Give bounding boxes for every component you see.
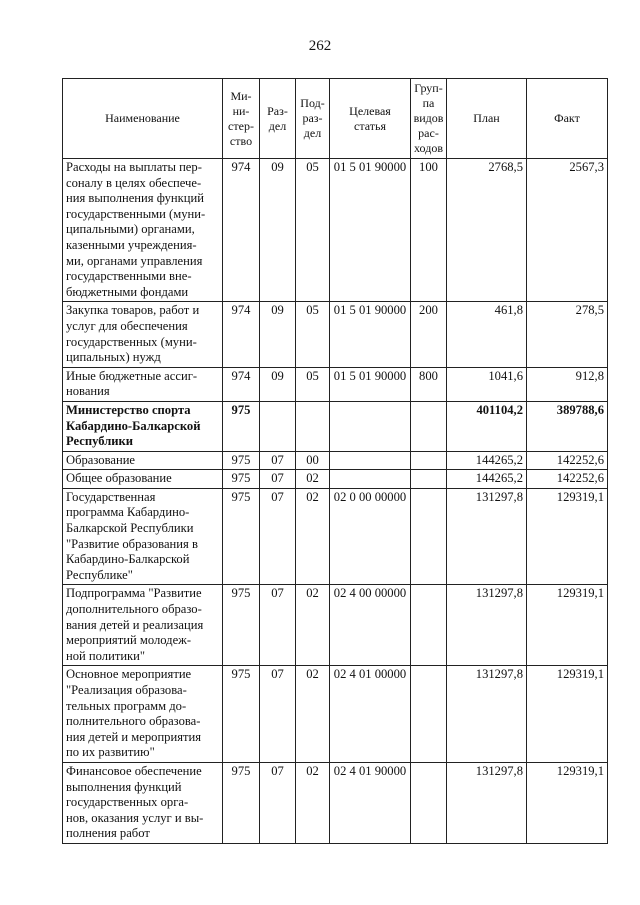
- table-cell-target: [330, 470, 411, 489]
- table-cell-group: [411, 470, 447, 489]
- table-cell-name: Подпрограмма "Развитие дополнительного образо- вания детей и реализация мероприятий молодеж- ной политики": [63, 585, 223, 666]
- table-cell-name: Финансовое обеспечение выполнения функций государственных орга- нов, оказания услуг и вы- полнения работ: [63, 762, 223, 843]
- table-cell-group: 100: [411, 159, 447, 302]
- table-row: [63, 666, 608, 763]
- table-cell-plan: 1041,6: [447, 367, 527, 401]
- header-section: Раз- дел: [260, 79, 296, 159]
- table-cell-group: [411, 762, 447, 843]
- table-cell-plan: 131297,8: [447, 488, 527, 585]
- table-cell-fact: 2567,3: [527, 159, 608, 302]
- table-cell-subsection: 00: [296, 451, 330, 470]
- table-cell-target: 02 4 01 90000: [330, 762, 411, 843]
- table-cell-name: Основное мероприятие "Реализация образова- тельных программ до- полнительного образова- ния детей и мероприятия по их развитию": [63, 666, 223, 763]
- table-cell-fact: 129319,1: [527, 762, 608, 843]
- table-cell-target: 01 5 01 90000: [330, 367, 411, 401]
- table-cell-subsection: [296, 401, 330, 451]
- table-cell-plan: 461,8: [447, 302, 527, 367]
- table-cell-fact: 129319,1: [527, 488, 608, 585]
- table-cell-subsection: 02: [296, 762, 330, 843]
- table-cell-group: [411, 401, 447, 451]
- table-cell-section: 09: [260, 367, 296, 401]
- page-number: 262: [308, 38, 332, 54]
- table-cell-section: 07: [260, 488, 296, 585]
- table-cell-name: Общее образование: [63, 470, 223, 489]
- table-cell-ministry: 975: [223, 488, 260, 585]
- header-plan: План: [447, 79, 527, 159]
- table-row: [63, 585, 608, 666]
- table-row: [63, 488, 608, 585]
- table-cell-section: 07: [260, 762, 296, 843]
- table-cell-subsection: 02: [296, 488, 330, 585]
- table-row: [63, 762, 608, 843]
- header-subsection: Под- раз- дел: [296, 79, 330, 159]
- table-cell-name: Образование: [63, 451, 223, 470]
- table-cell-section: 09: [260, 159, 296, 302]
- table-row: [63, 159, 608, 302]
- table-cell-subsection: 02: [296, 666, 330, 763]
- table-cell-subsection: 02: [296, 470, 330, 489]
- table-cell-plan: 144265,2: [447, 451, 527, 470]
- table-cell-ministry: 975: [223, 451, 260, 470]
- table-cell-section: 07: [260, 451, 296, 470]
- table-cell-section: [260, 401, 296, 451]
- table-header-row: [63, 79, 608, 159]
- table-cell-fact: 389788,6: [527, 401, 608, 451]
- table-cell-target: 02 0 00 00000: [330, 488, 411, 585]
- table-cell-fact: 129319,1: [527, 585, 608, 666]
- table-cell-group: [411, 666, 447, 763]
- table-cell-plan: 2768,5: [447, 159, 527, 302]
- table-cell-section: 07: [260, 585, 296, 666]
- table-cell-group: 800: [411, 367, 447, 401]
- table-cell-name: Министерство спорта Кабардино-Балкарской Республики: [63, 401, 223, 451]
- table-cell-group: 200: [411, 302, 447, 367]
- table-cell-plan: 131297,8: [447, 666, 527, 763]
- budget-table: [62, 78, 608, 844]
- table-cell-plan: 144265,2: [447, 470, 527, 489]
- table-cell-target: 01 5 01 90000: [330, 302, 411, 367]
- table-cell-name: Иные бюджетные ассиг- нования: [63, 367, 223, 401]
- table-cell-name: Государственная программа Кабардино- Балкарской Республики "Развитие образования в Кабардино-Балкарской Республике": [63, 488, 223, 585]
- table-cell-ministry: 975: [223, 585, 260, 666]
- table-cell-subsection: 05: [296, 367, 330, 401]
- table-cell-fact: 912,8: [527, 367, 608, 401]
- table-cell-target: 02 4 01 00000: [330, 666, 411, 763]
- table-cell-name: Расходы на выплаты пер- соналу в целях обеспече- ния выполнения функций государственными (муни- ципальными) органами, казенными учреждения- ми, органами управления государственными вне- бюджетными фондами: [63, 159, 223, 302]
- table-cell-target: 02 4 00 00000: [330, 585, 411, 666]
- table-cell-ministry: 974: [223, 302, 260, 367]
- table-cell-section: 09: [260, 302, 296, 367]
- table-cell-subsection: 05: [296, 159, 330, 302]
- header-fact: Факт: [527, 79, 608, 159]
- table-cell-subsection: 05: [296, 302, 330, 367]
- header-ministry: Ми- ни- стер- ство: [223, 79, 260, 159]
- header-group: Груп- па видов рас- ходов: [411, 79, 447, 159]
- table-cell-group: [411, 585, 447, 666]
- table-row: [63, 470, 608, 489]
- table-cell-fact: 129319,1: [527, 666, 608, 763]
- table-cell-target: [330, 401, 411, 451]
- table-cell-group: [411, 488, 447, 585]
- table-cell-plan: 131297,8: [447, 762, 527, 843]
- table-cell-subsection: 02: [296, 585, 330, 666]
- table-cell-ministry: 975: [223, 762, 260, 843]
- table-cell-ministry: 975: [223, 666, 260, 763]
- table-cell-group: [411, 451, 447, 470]
- table-row: [63, 451, 608, 470]
- header-name: Наименование: [63, 79, 223, 159]
- table-cell-ministry: 975: [223, 401, 260, 451]
- table-cell-target: 01 5 01 90000: [330, 159, 411, 302]
- table-cell-fact: 142252,6: [527, 470, 608, 489]
- table-cell-section: 07: [260, 666, 296, 763]
- table-cell-ministry: 975: [223, 470, 260, 489]
- table-cell-plan: 131297,8: [447, 585, 527, 666]
- table-cell-plan: 401104,2: [447, 401, 527, 451]
- table-cell-name: Закупка товаров, работ и услуг для обеспечения государственных (муни- ципальных) нужд: [63, 302, 223, 367]
- table-cell-section: 07: [260, 470, 296, 489]
- header-target: Целевая статья: [330, 79, 411, 159]
- table-cell-fact: 278,5: [527, 302, 608, 367]
- table-cell-ministry: 974: [223, 159, 260, 302]
- table-cell-fact: 142252,6: [527, 451, 608, 470]
- table-cell-target: [330, 451, 411, 470]
- table-row: [63, 302, 608, 367]
- table-row: [63, 401, 608, 451]
- table-cell-ministry: 974: [223, 367, 260, 401]
- table-row: [63, 367, 608, 401]
